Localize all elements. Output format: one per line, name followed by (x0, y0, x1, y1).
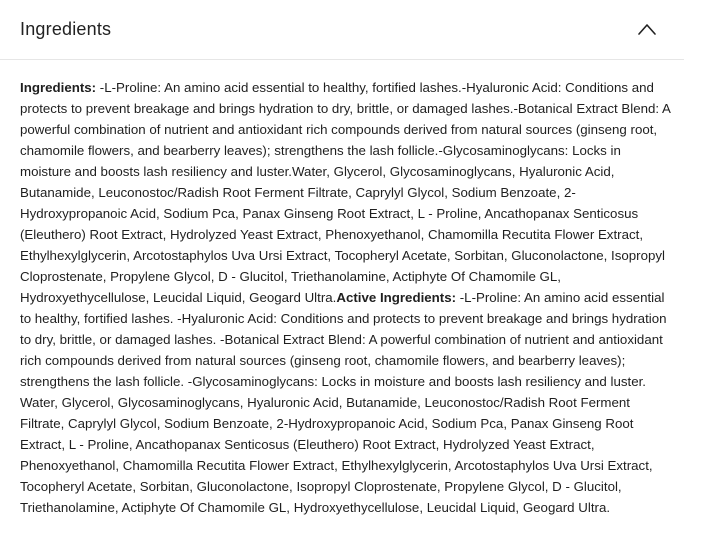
ingredients-list: -L-Proline: An amino acid essential to healthy, fortified lashes.-Hyaluronic Acid: Conditions and protects to prevent breakage and brings hydration to dry, brittle, or damaged lashes.-Botanical Extract Blend: A powerful combination of nutrient and antioxidant rich compounds derived from natural sources (ginseng root, chamomile flowers, and bearberry leaves); strengthens the lash follicle.-Glycosaminoglycans: Locks in moisture and boosts lash resiliency and luster.Water, Glycerol, Glycosaminoglycans, Hyaluronic Acid, Butanamide, Leuconostoc/Radish Root Ferment Filtrate, Caprylyl Glycol, Sodium Benzoate, 2-Hydroxypropanoic Acid, Sodium Pca, Panax Ginseng Root Extract, L - Proline, Ancathopanax Senticosus (Eleuthero) Root Extract, Hydrolyzed Yeast Extract, Phenoxyethanol, Chamomilla Recutita Flower Extract, Ethylhexylglycerin, Arcotostaphylos Uva Ursi Extract, Tocopheryl Acetate, Sorbitan, Gluconolactone, Isopropyl Cloprostenate, Propylene Glycol, D - Glucitol, Triethanolamine, Actiphyte Of Chamomile GL, Hydroxyethycellulose, Leucidal Liquid, Geogard Ultra. (20, 80, 671, 305)
active-ingredients-list: -L-Proline: An amino acid essential to healthy, fortified lashes. -Hyaluronic Acid: Conditions and protects to prevent breakage and brings hydration to dry, brittle, or damaged lashes. -Botanical Extract Blend: A powerful combination of nutrient and antioxidant rich compounds derived from natural sources (ginseng root, chamomile flowers, and bearberry leaves); strengthens the lash follicle. -Glycosaminoglycans: Locks in moisture and boosts lash resiliency and luster. Water, Glycerol, Glycosaminoglycans, Hyaluronic Acid, Butanamide, Leuconostoc/Radish Root Ferment Filtrate, Caprylyl Glycol, Sodium Benzoate, 2-Hydroxypropanoic Acid, Sodium Pca, Panax Ginseng Root Extract, L - Proline, Ancathopanax Senticosus (Eleuthero) Root Extract, Hydrolyzed Yeast Extract, Phenoxyethanol, Chamomilla Recutita Flower Extract, Ethylhexylglycerin, Arcotostaphylos Uva Ursi Extract, Tocopheryl Acetate, Sorbitan, Gluconolactone, Isopropyl Cloprostenate, Propylene Glycol, D - Glucitol, Triethanolamine, Actiphyte Of Chamomile GL, Hydroxyethycellulose, Leucidal Liquid, Geogard Ultra. (20, 290, 667, 515)
ingredients-label: Ingredients: (20, 80, 97, 95)
ingredients-content (20, 77, 672, 518)
active-ingredients-label: Active Ingredients: (336, 290, 457, 305)
chevron-up-icon[interactable] (637, 22, 657, 36)
ingredients-text (20, 77, 672, 518)
ingredients-accordion-header[interactable] (0, 0, 684, 60)
accordion-title: Ingredients (20, 19, 112, 39)
